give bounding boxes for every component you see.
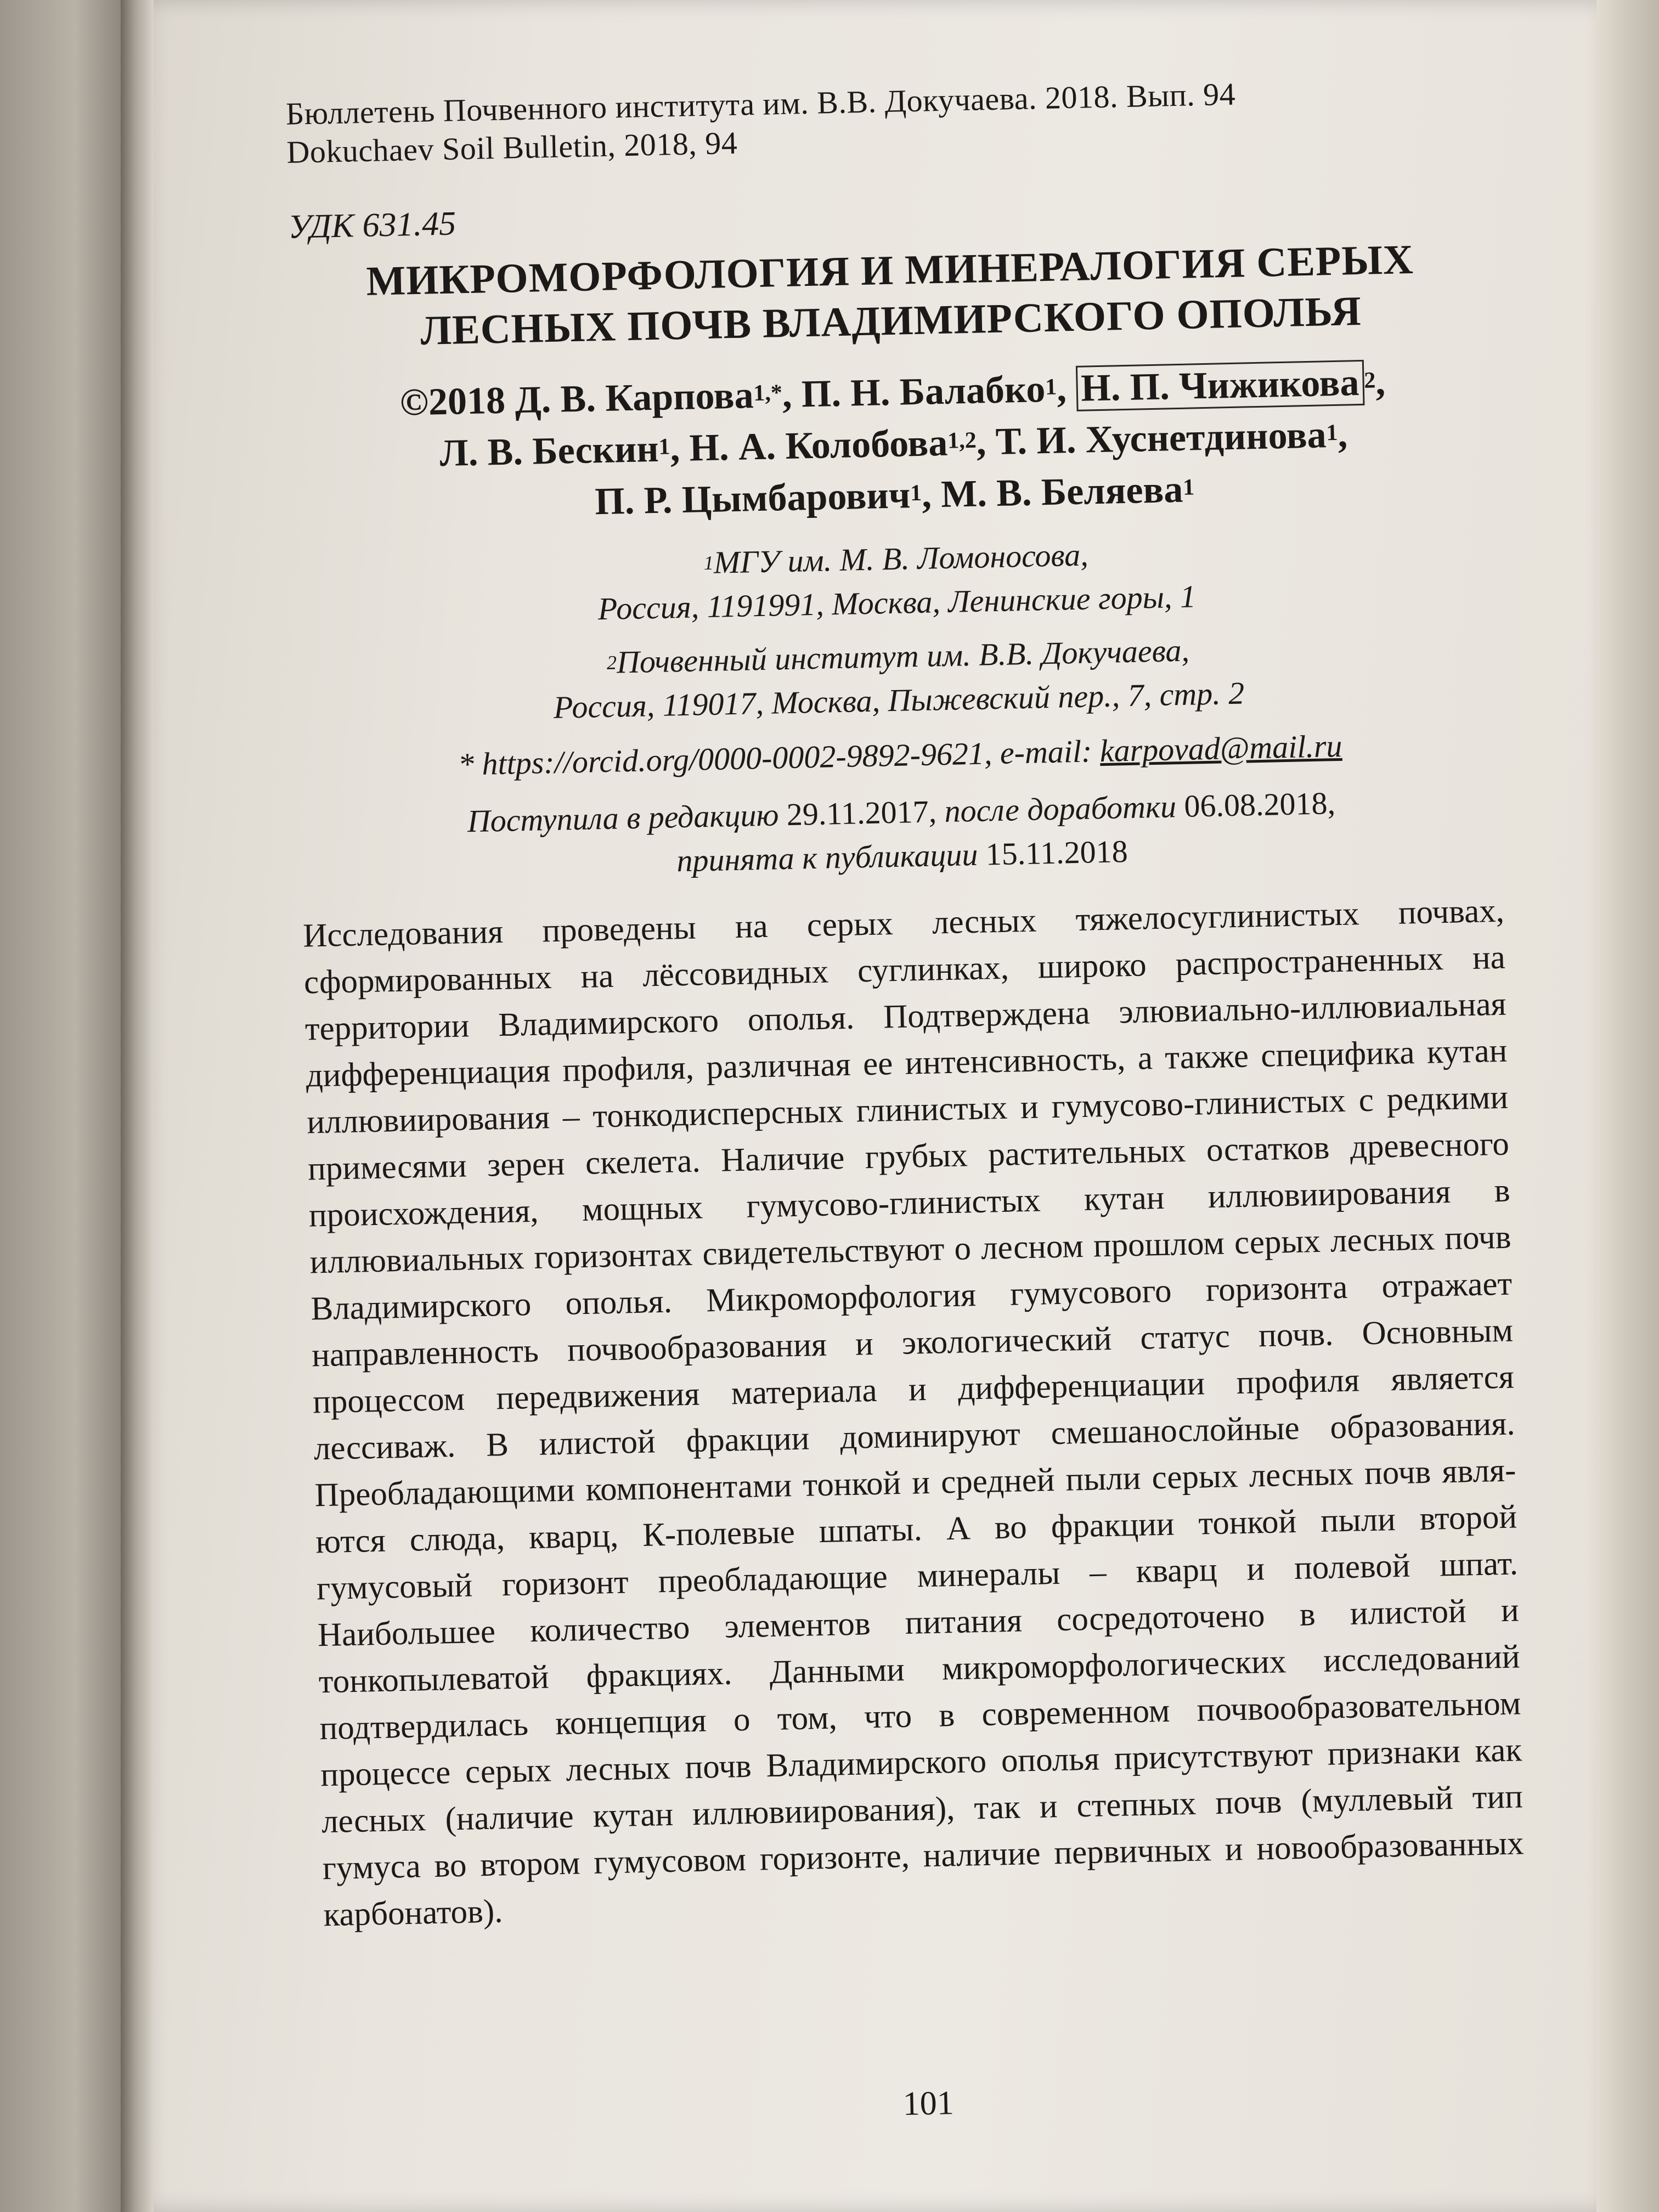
authors xyxy=(291,354,1496,534)
running-head-ru: Бюллетень Почвенного института им. В.В. Докучаева. 2018. Вып. 94 xyxy=(285,76,1236,132)
left-facing-page xyxy=(0,0,137,2212)
abstract-paragraph: Исследования проведены на серых лесных тяжелосуглинистых почвах, сформированных на лёссовидных суглинках, широко распространенных на территории Владимирского ополья. Подтверждена элювиально-иллювиальная дифференциация профиля, различная ее интенсивность, а также специфика кутан иллювиирования – тонкодисперсных глинистых и гумусово-глинистых с редкими примесями зерен скелета. Наличие грубых растительных остатков древесного происхождения, мощных гумусово-глинистых кутан иллювиирования в иллювиальных горизонтах свидетельствуют о лесном прошлом серых лесных почв Владимирского ополья. Микроморфология гумусового горизонта отражает направленность почвообразования и экологический статус почв. Основным процессом передвижения материала и дифференциации профиля является лессиваж. В илистой фракции доминируют смешанослойные образования. Преобладающими компонентами тонкой и средней пыли серых лесных почв являются слюда, кварц, К-полевые шпаты. А во фракции тонкой пыли второй гумусовый горизонт преобладающие минералы – кварц и полевой шпат. Наибольшее количество элементов питания сосредоточено в илистой и тонкопылеватой фракциях. Данными микроморфологических исследований подтвердилась концепция о том, что в современном почвообразовательном процессе серых лесных почв Владимирского ополья присутствуют признаки как лесных (наличие кутан иллювиирования), так и степных почв (муллевый тип гумуса во втором гумусовом горизонте, наличие первичных и новообразованных карбонатов). xyxy=(302,892,1525,1934)
affiliation-1 xyxy=(295,524,1498,637)
author-name: П. Н. Балабко xyxy=(801,368,1046,416)
affiliation-2 xyxy=(297,622,1500,735)
running-head-en: Dokuchaev Soil Bulletin, 2018, 94 xyxy=(286,125,738,170)
author-affil-mark: 1 xyxy=(1045,374,1057,400)
accepted-label: принята к публикации xyxy=(676,836,978,879)
accepted-date: 15.11.2018 xyxy=(985,833,1128,872)
author-affil-mark: 1 xyxy=(1182,475,1195,500)
affiliations xyxy=(295,524,1500,735)
author-name: Л. В. Бескин xyxy=(439,427,659,475)
author-affil-mark: 1 xyxy=(910,480,922,506)
affiliation-mark: 2 xyxy=(606,651,617,674)
affiliation-line: Почвенный институт им. В.В. Докучаева, xyxy=(616,632,1190,680)
copyright: ©2018 xyxy=(399,379,506,424)
book-gutter xyxy=(121,0,154,2212)
author-name: Н. А. Колобова xyxy=(689,421,949,470)
article-title-line-2: ЛЕСНЫХ ПОЧВ ВЛАДИМИРСКОГО ОПОЛЬЯ xyxy=(420,287,1362,354)
author-name: М. В. Беляева xyxy=(940,468,1184,516)
author-affil-mark: 1 xyxy=(1325,420,1338,446)
article-title-line-1: МИКРОМОРФОЛОГИЯ И МИНЕРАЛОГИЯ СЕРЫХ xyxy=(365,236,1414,304)
udk-code: УДК 631.45 xyxy=(287,205,456,246)
authors-line-3: П. Р. Цымбарович$^1$, М. В. Беляева$^1$ xyxy=(594,468,1195,523)
article-dates xyxy=(300,778,1503,891)
affiliation-line: Россия, 119017, Москва, Пыжевский пер., 7, стр. 2 xyxy=(553,675,1245,725)
article-title xyxy=(289,233,1492,359)
received-date: 29.11.2017 xyxy=(786,793,929,833)
author-affil-mark: 1 xyxy=(658,434,671,460)
affiliation-line: Россия, 1191991, Москва, Ленинские горы, 1 xyxy=(597,578,1197,627)
author-name: П. Р. Цымбарович xyxy=(594,474,911,523)
author-affil-mark: 1,* xyxy=(753,380,783,407)
affiliation-line: МГУ им. М. В. Ломоносова, xyxy=(713,537,1089,580)
email-link[interactable]: karpovad@mail.ru xyxy=(1099,727,1343,769)
orcid-text: * https://orcid.org/0000-0002-9892-9621, e-mail: xyxy=(458,733,1101,782)
author-name: Н. П. Чижикова xyxy=(1080,362,1360,410)
running-head xyxy=(285,70,1488,172)
authors-line-2: Л. В. Бескин$^1$, Н. А. Колобова$^{1,2}$, Т. И. Хуснетдинова$^1$, xyxy=(439,413,1348,475)
affiliation-mark: 1 xyxy=(703,551,714,574)
author-affil-mark: 1,2 xyxy=(947,427,977,454)
revised-label: , после доработки xyxy=(928,788,1177,830)
authors-line-1: ©2018 Д. В. Карпова$^{1,*}$, П. Н. Балабко$^1$, Н. П. Чижикова $^2$, xyxy=(291,354,1493,431)
page-content xyxy=(285,70,1525,2123)
author-affil-mark: 2 xyxy=(1363,368,1376,393)
book-page xyxy=(137,0,1596,2212)
author-name-boxed xyxy=(1075,360,1364,411)
author-name: Д. В. Карпова xyxy=(514,374,754,422)
revised-date: 06.08.2018, xyxy=(1183,785,1336,824)
author-name: Т. И. Хуснетдинова xyxy=(995,414,1327,463)
received-label: Поступила в редакцию xyxy=(467,797,779,839)
page-number: 101 xyxy=(902,2084,955,2123)
page-stack-edge xyxy=(1593,0,1659,2212)
